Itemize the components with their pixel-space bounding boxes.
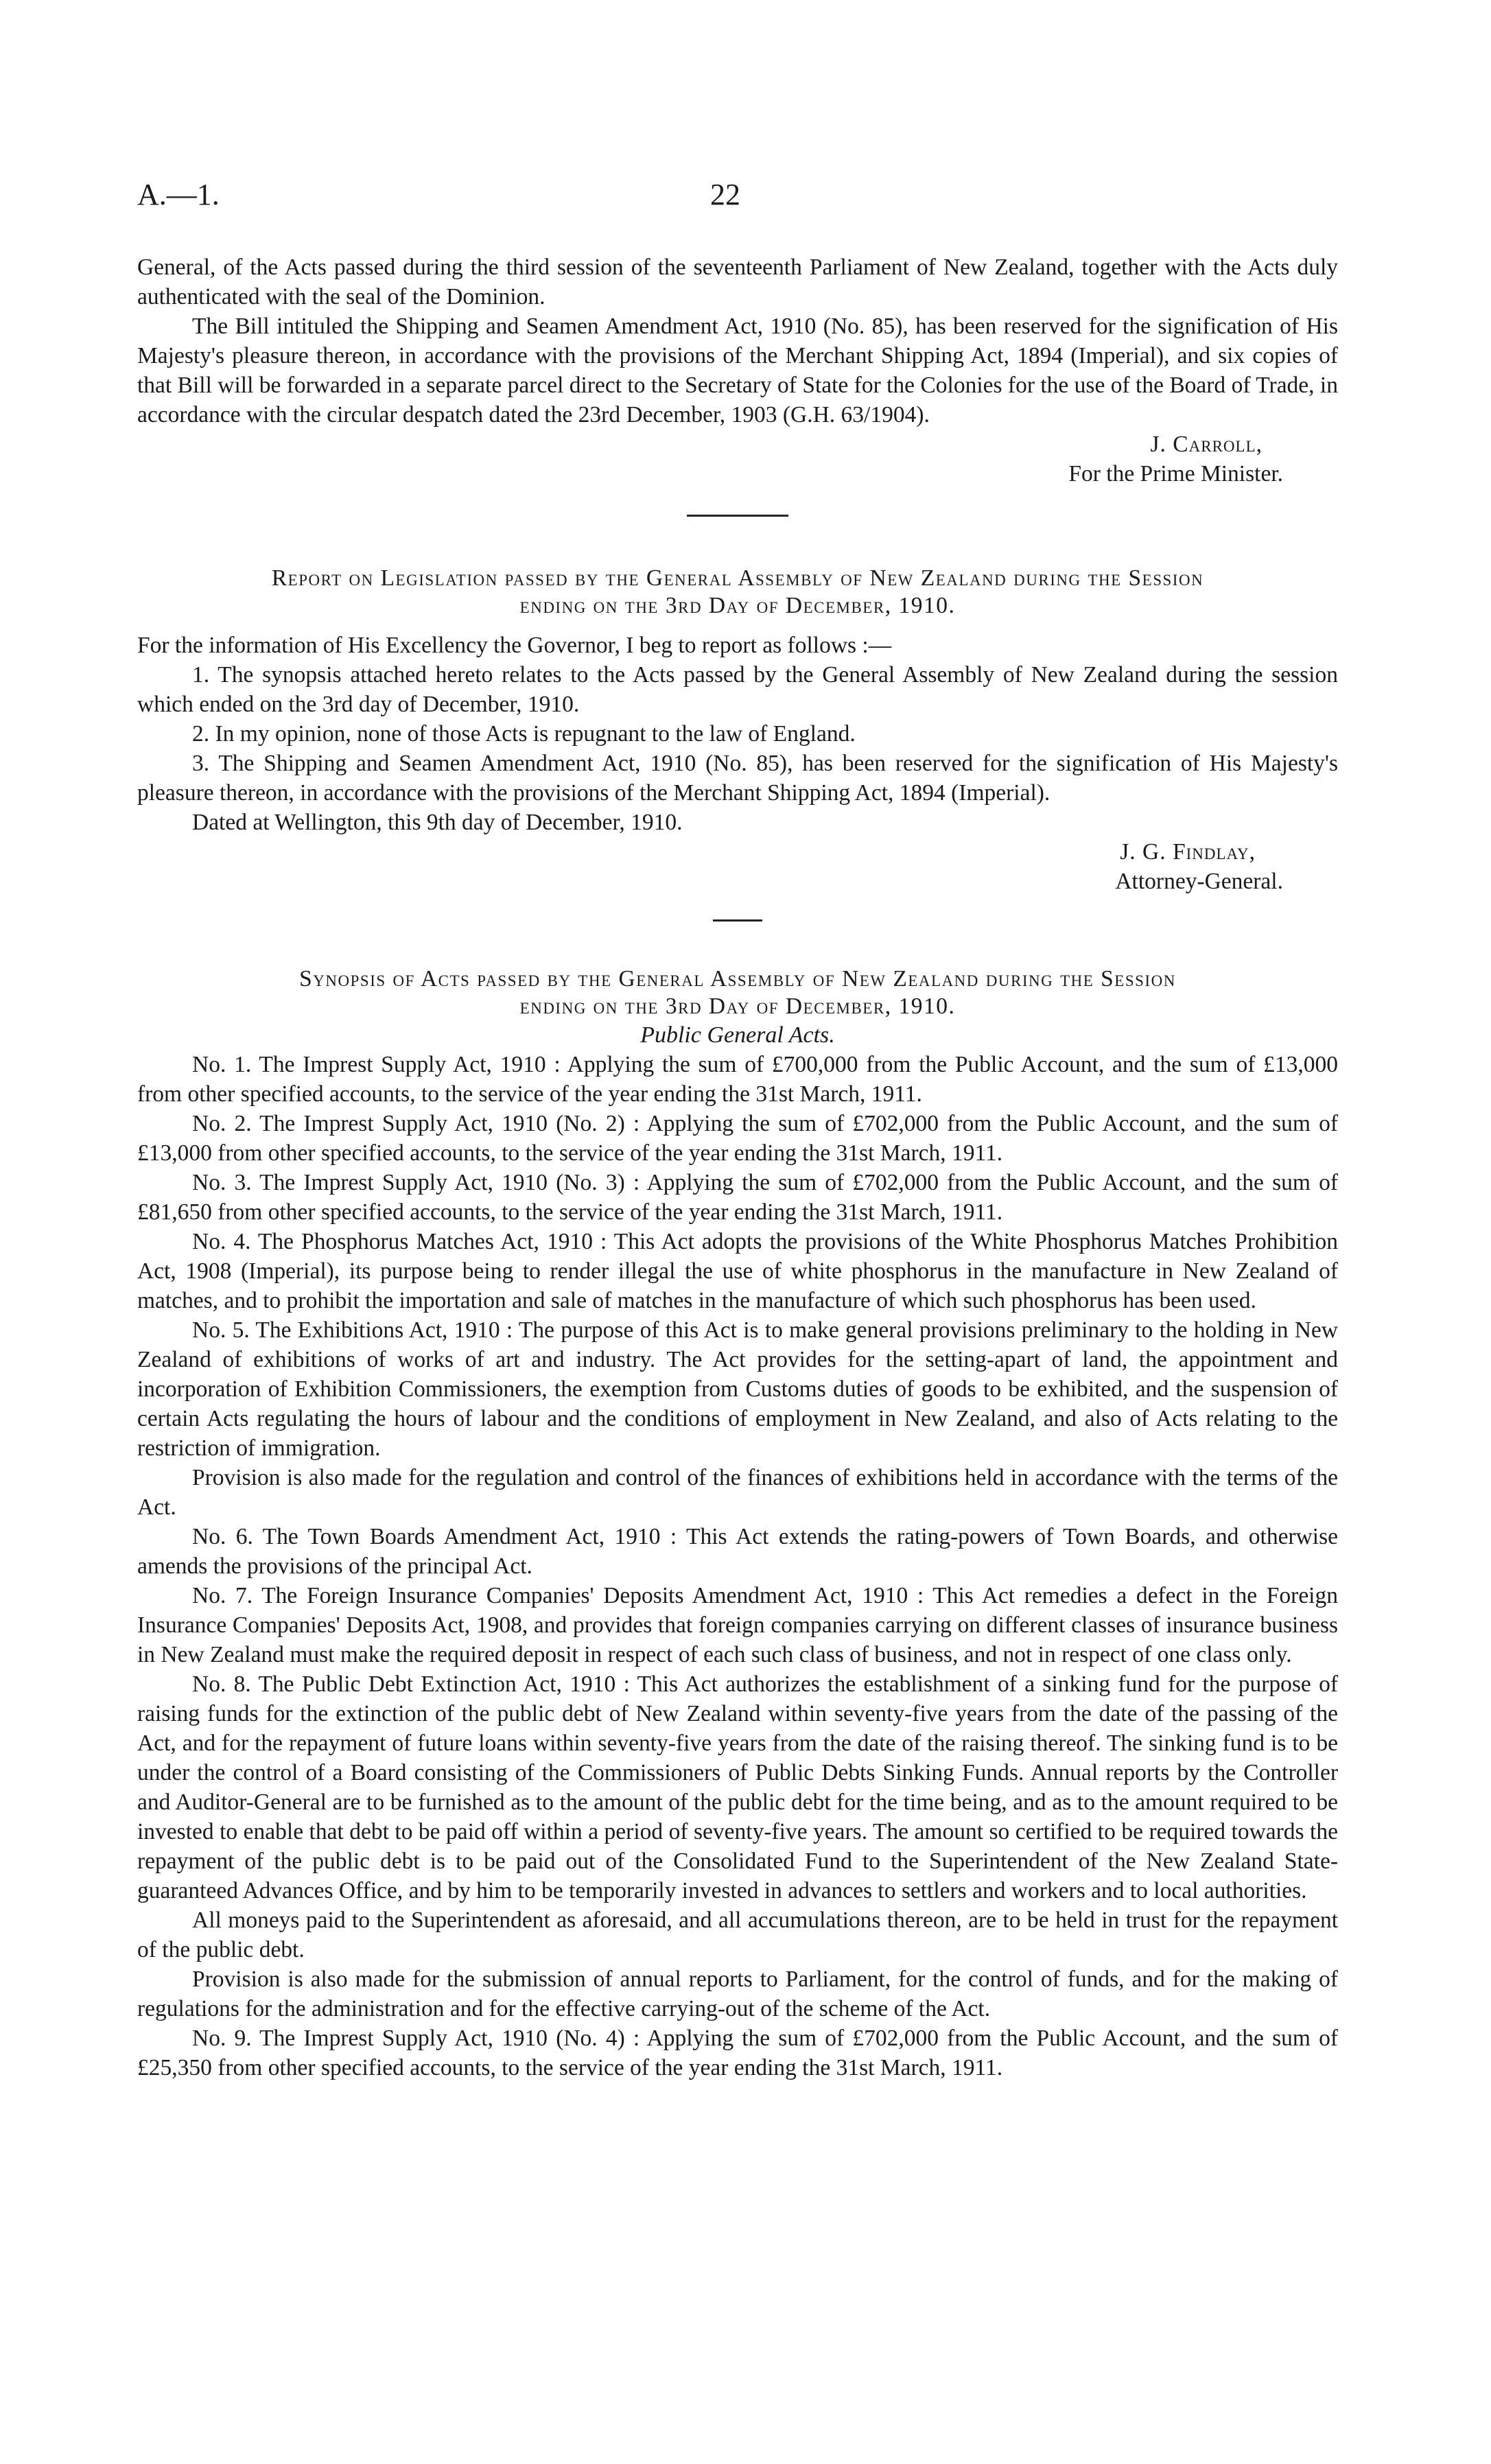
report-item: 2. In my opinion, none of those Acts is repugnant to the law of England. [192,721,856,747]
act-paragraph: No. 9. The Imprest Supply Act, 1910 (No. 4) : Applying the sum of £702,000 from the Public Account, and the sum of £25,350 from other specified accounts, to the service of the year ending the 31st March, 1911. [137,2026,1338,2080]
section-divider [687,515,788,517]
synopsis-subheading: Public General Acts. [640,1022,835,1048]
signature-name: J. Carroll, [1150,432,1263,457]
act-paragraph: No. 5. The Exhibitions Act, 1910 : The purpose of this Act is to make general provisions preliminary to the holding in New Zealand of exhibitions of works of art and industry. The Act provides for the setting-apart of land, the appointment and incorporation of Exhibition Commissioners, the exemption from Customs duties of goods to be exhibited, and the suspension of certain Acts regulating the hours of labour and the conditions of employment in New Zealand, and also of Acts relating to the restriction of immigration. [137,1317,1338,1461]
report-heading: Report on Legislation passed by the General Assembly of New Zealand during the Session [271,565,1204,591]
signature-title: Attorney-General. [1115,869,1283,894]
page-number: 22 [710,178,740,211]
intro-paragraph: The Bill intituled the Shipping and Seamen Amendment Act, 1910 (No. 85), has been reserved for the signification of His Majesty's pleasure thereon, in accordance with the provisions of the Merchant Shipping Act, 1894 (Imperial), and six copies of that Bill will be forwarded in a separate parcel direct to the Secretary of State for the Colonies for the use of the Board of Trade, in accordance with the circular despatch dated the 23rd December, 1903 (G.H. 63/1904). [137,314,1338,427]
document-reference: A.—1. [137,178,220,211]
page-body [137,253,1338,2082]
act-paragraph: No. 1. The Imprest Supply Act, 1910 : Applying the sum of £700,000 from the Public Account, and the sum of £13,000 from other specified accounts, to the service of the year ending the 31st March, 1911. [137,1052,1338,1107]
report-section [137,565,1338,896]
report-opening: For the information of His Excellency the Governor, I beg to report as follows :— [137,633,892,658]
report-heading-line2: ending on the 3rd Day of December, 1910. [519,593,956,618]
act-paragraph: No. 8. The Public Debt Extinction Act, 1910 : This Act authorizes the establishment of a sinking fund for the purpose of raising funds for the extinction of the public debt of New Zealand within seventy-five years from the date of the passing of the Act, and for the repayment of future loans within seventy-five years from the date of the raising thereof. The sinking fund is to be under the control of a Board consisting of the Commissioners of Public Debts Sinking Funds. Annual reports by the Controller and Auditor-General are to be furnished as to the amount of the public debt for the time being, and as to the amount required to be invested to enable that debt to be paid off within a period of seventy-five years. The amount so certified to be required towards the repayment of the public debt is to be paid out of the Consolidated Fund to the Superintendent of the New Zealand State-guaranteed Advances Office, and by him to be temporarily invested in advances to settlers and workers and to local authorities. [137,1671,1338,1903]
signature-title: For the Prime Minister. [1068,461,1283,486]
act-paragraph: No. 7. The Foreign Insurance Companies' Deposits Amendment Act, 1910 : This Act remedies a defect in the Foreign Insurance Companies' Deposits Act, 1908, and provides that foreign companies carrying on different classes of insurance business in New Zealand must make the required deposit in respect of each such class of business, and not in respect of one class only. [137,1583,1338,1667]
report-dated: Dated at Wellington, this 9th day of December, 1910. [192,810,683,835]
act-paragraph: All moneys paid to the Superintendent as aforesaid, and all accumulations thereon, are to be held in trust for the repayment of the public debt. [137,1908,1338,1962]
page-header [137,177,1338,218]
intro-paragraph: General, of the Acts passed during the third session of the seventeenth Parliament of New Zealand, together with the Acts duly authenticated with the seal of the Dominion. [137,255,1338,309]
synopsis-heading-line2: ending on the 3rd Day of December, 1910. [519,994,956,1019]
synopsis-section [137,965,1338,2082]
synopsis-heading: Synopsis of Acts passed by the General Assembly of New Zealand during the Session [299,966,1176,992]
act-paragraph: No. 2. The Imprest Supply Act, 1910 (No. 2) : Applying the sum of £702,000 from the Public Account, and the sum of £13,000 from other specified accounts, to the service of the year ending the 31st March, 1911. [137,1111,1338,1166]
signature-name: J. G. Findlay, [1120,839,1256,865]
act-paragraph: Provision is also made for the regulation and control of the finances of exhibitions held in accordance with the terms of the Act. [137,1465,1338,1520]
report-item: 1. The synopsis attached hereto relates to the Acts passed by the General Assembly of New Zealand during the session which ended on the 3rd day of December, 1910. [137,662,1338,717]
report-item: 3. The Shipping and Seamen Amendment Act, 1910 (No. 85), has been reserved for the signification of His Majesty's pleasure thereon, in accordance with the provisions of the Merchant Shipping Act, 1894 (Imperial). [137,751,1338,806]
act-paragraph: No. 4. The Phosphorus Matches Act, 1910 : This Act adopts the provisions of the White Phosphorus Matches Prohibition Act, 1908 (Imperial), its purpose being to render illegal the use of white phosphorus in the manufacture in New Zealand of matches, and to prohibit the importation and sale of matches in the manufacture of which such phosphorus has been used. [137,1229,1338,1313]
act-paragraph: No. 6. The Town Boards Amendment Act, 1910 : This Act extends the rating-powers of Town Boards, and otherwise amends the provisions of the principal Act. [137,1524,1338,1579]
section-divider [713,919,762,922]
act-paragraph: No. 3. The Imprest Supply Act, 1910 (No. 3) : Applying the sum of £702,000 from the Public Account, and the sum of £81,650 from other specified accounts, to the service of the year ending the 31st March, 1911. [137,1170,1338,1225]
act-paragraph: Provision is also made for the submission of annual reports to Parliament, for the control of funds, and for the making of regulations for the administration and for the effective carrying-out of the scheme of the Act. [137,1967,1338,2021]
intro-section [137,253,1338,489]
